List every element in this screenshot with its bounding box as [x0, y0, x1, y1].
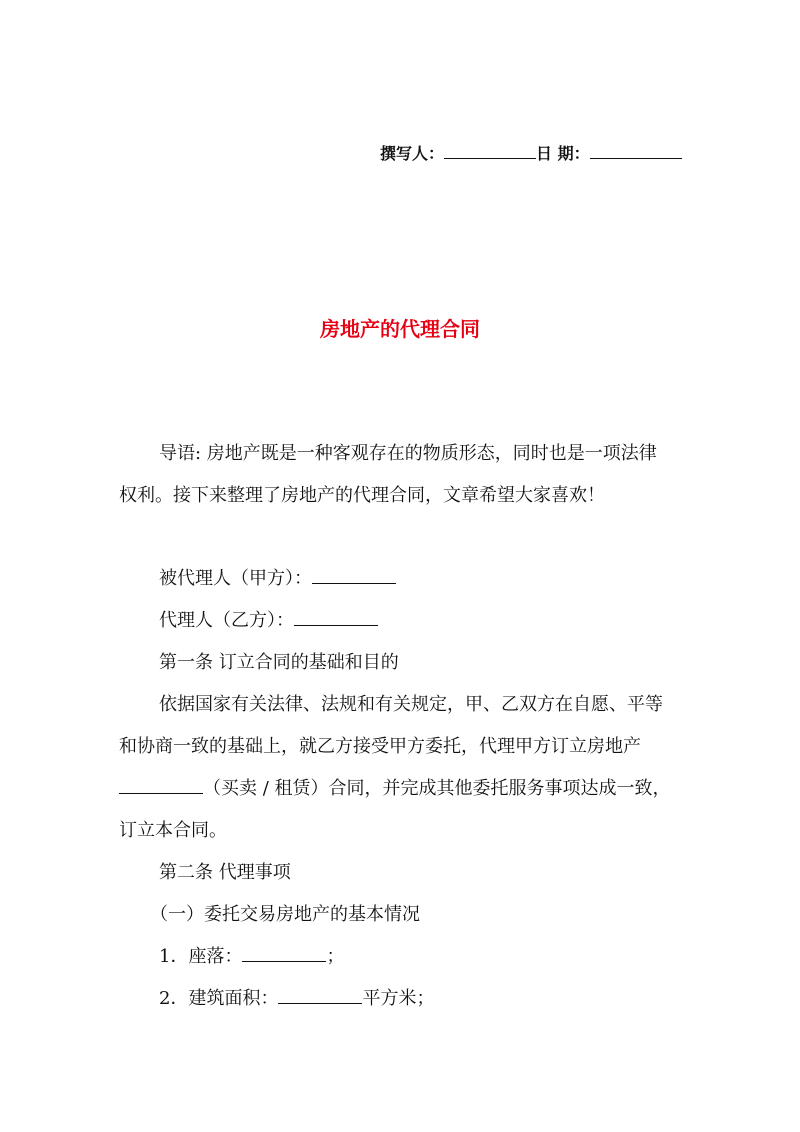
article1-line-2: 和协商一致的基础上，就乙方接受甲方委托，代理甲方订立房地产 — [119, 736, 641, 757]
area-blank — [278, 987, 362, 1004]
agent-blank — [294, 609, 378, 626]
article2-sub1: （一）委托交易房地产的基本情况 — [150, 904, 420, 925]
item2-suffix: 平方米； — [362, 988, 435, 1009]
date-blank — [590, 144, 682, 159]
document-title: 房地产的代理合同 — [320, 317, 480, 341]
item1-suffix: ； — [326, 946, 345, 967]
author-blank — [444, 144, 536, 159]
article1-heading: 第一条 订立合同的基础和目的 — [159, 652, 399, 673]
article1-line-3-text: （买卖 / 租赁）合同，并完成其他委托服务事项达成一致， — [203, 778, 671, 799]
item2-line — [159, 987, 729, 1011]
article1-line-4: 订立本合同。 — [119, 820, 227, 841]
principal-label: 被代理人（甲方）： — [159, 568, 312, 589]
article1-line-1: 依据国家有关法律、法规和有关规定，甲、乙双方在自愿、平等 — [159, 694, 663, 715]
intro-line-2: 权利。接下来整理了房地产的代理合同，文章希望大家喜欢！ — [119, 485, 605, 506]
date-label: 日 期： — [536, 144, 590, 163]
transaction-type-blank — [119, 777, 203, 794]
principal-blank — [312, 567, 396, 584]
location-blank — [242, 945, 326, 962]
author-label: 撰写人： — [380, 144, 445, 163]
agent-label: 代理人（乙方）： — [159, 610, 294, 631]
author-date-line — [380, 141, 700, 164]
intro-line-1 — [119, 442, 689, 466]
item1-label: 1．座落： — [159, 946, 243, 967]
article2-heading: 第二条 代理事项 — [159, 862, 291, 883]
article1-line-3 — [119, 777, 689, 801]
agent-line — [159, 609, 729, 633]
intro-text-1: 导语: 房地产既是一种客观存在的物质形态，同时也是一项法律 — [159, 443, 657, 464]
item1-line — [159, 945, 729, 969]
item2-label: 2．建筑面积： — [159, 988, 279, 1009]
principal-line — [159, 567, 729, 591]
